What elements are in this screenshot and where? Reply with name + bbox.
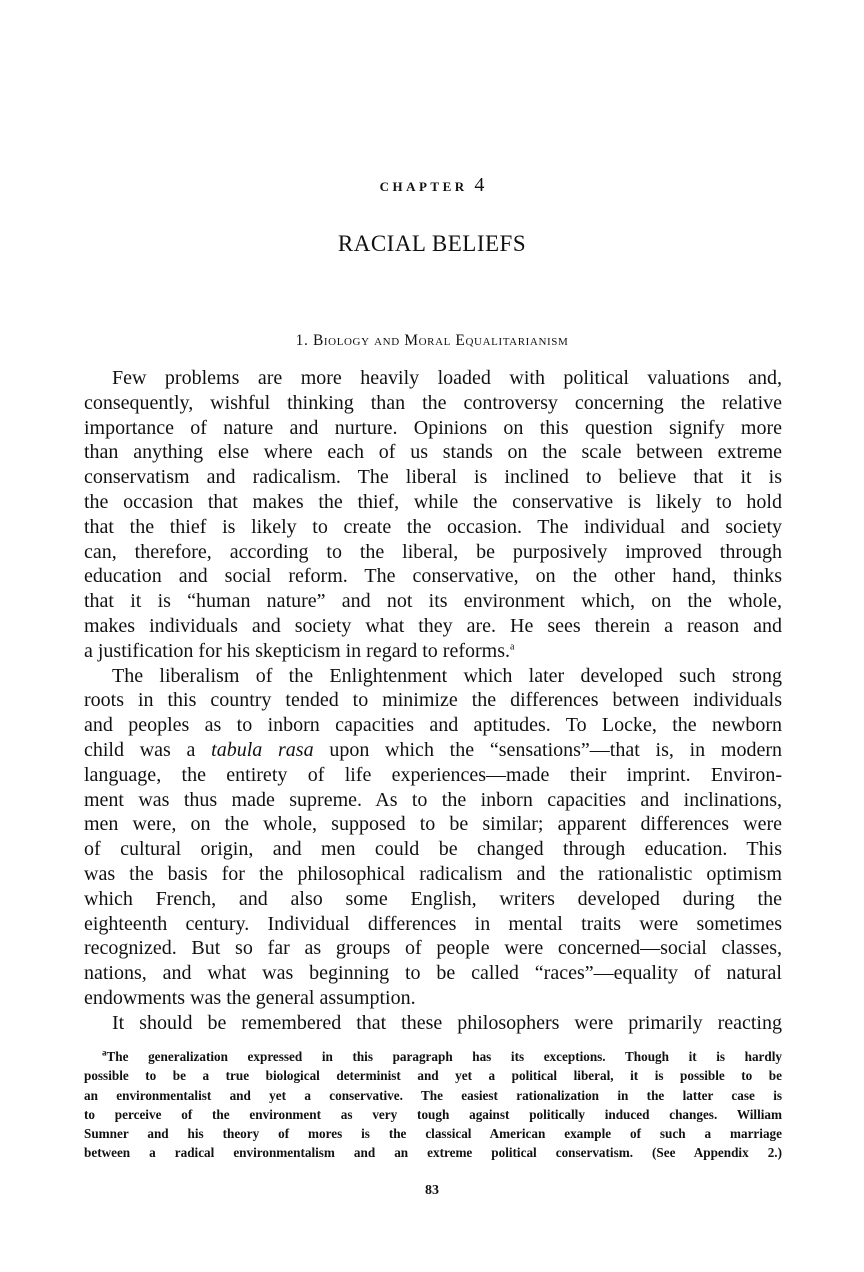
footnote-line: between a radical environmentalism and an extreme political conservatism. (See Appendix 2.) — [84, 1145, 782, 1161]
footnote-line-text: The generalization expressed in this paragraph has its exceptions. Though it is hardly — [106, 1049, 782, 1064]
body-line: the occasion that makes the thief, while the conservative is likely to hold — [84, 490, 782, 513]
body-line: and peoples as to inborn capacities and aptitudes. To Locke, the newborn — [84, 714, 782, 737]
section-heading — [0, 332, 864, 350]
body-line: eighteenth century. Individual differences in mental traits were sometimes — [84, 912, 782, 935]
body-line: than anything else where each of us stands on the scale between extreme — [84, 441, 782, 464]
chapter-title: RACIAL BELIEFS — [337, 231, 527, 256]
footnote-mark: a — [102, 1047, 107, 1058]
footnote — [84, 1047, 782, 1163]
body-line: of cultural origin, and men could be changed through education. This — [84, 838, 782, 861]
body-line: The liberalism of the Enlightenment which later developed such strong — [112, 664, 782, 687]
body-line: which French, and also some English, writers developed during the — [84, 887, 782, 910]
chapter-number: 4 — [474, 174, 485, 196]
body-line: recognized. But so far as groups of people were concerned—social classes, — [84, 937, 782, 960]
body-line — [84, 639, 782, 664]
footnote-reference[interactable]: a — [510, 641, 515, 653]
body-line: It should be remembered that these philosophers were primarily reacting — [112, 1011, 782, 1034]
footnote-line: Sumner and his theory of mores is the classical American example of such a marriage — [84, 1126, 782, 1142]
italic-term: tabula rasa — [211, 738, 314, 761]
body-line: that it is “human nature” and not its environment which, on the whole, — [84, 590, 782, 613]
footnote-line: to perceive of the environment as very tough against politically induced changes. William — [84, 1106, 782, 1122]
footnote-line — [84, 1047, 782, 1066]
body-line: that the thief is likely to create the occasion. The individual and society — [84, 515, 782, 538]
body-line: was the basis for the philosophical radicalism and the rationalistic optimism — [84, 862, 782, 885]
body-line: nations, and what was beginning to be called “races”—equality of natural — [84, 962, 782, 985]
body-line: importance of nature and nurture. Opinions on this question signify more — [84, 416, 782, 439]
chapter-label — [0, 174, 864, 197]
footnote-line: possible to be a true biological determinist and yet a political liberal, it is possible to be — [84, 1068, 782, 1084]
body-line — [84, 738, 782, 763]
body-line-text: child was a — [84, 738, 196, 761]
body-text — [84, 366, 782, 1036]
body-line: education and social reform. The conservative, on the other hand, thinks — [84, 565, 782, 588]
body-line: language, the entirety of life experiences—made their imprint. Environ- — [84, 763, 782, 786]
body-line: endowments was the general assumption. — [84, 986, 416, 1009]
body-line: consequently, wishful thinking than the controversy concerning the relative — [84, 391, 782, 414]
section-number: 1. — [295, 332, 309, 349]
section-title: Biology and Moral Equalitarianism — [312, 332, 569, 349]
page-number: 83 — [425, 1183, 439, 1198]
body-line: roots in this country tended to minimize the differences between individuals — [84, 689, 782, 712]
chapter-word: CHAPTER — [379, 179, 468, 194]
body-line: makes individuals and society what they are. He sees therein a reason and — [84, 614, 782, 637]
body-line: Few problems are more heavily loaded with political valuations and, — [112, 367, 782, 389]
footnote-line: an environmentalist and yet a conservative. The easiest rationalization in the latter case is — [84, 1087, 782, 1103]
body-line-text: a justification for his skepticism in regard to reforms. — [84, 639, 511, 662]
body-line: can, therefore, according to the liberal, be purposively improved through — [84, 540, 782, 563]
body-line: men were, on the whole, supposed to be similar; apparent differences were — [84, 813, 782, 836]
body-line-text: upon which the “sensations”—that is, in modern — [329, 738, 782, 761]
body-line: ment was thus made supreme. As to the inborn capacities and inclinations, — [84, 788, 782, 811]
body-line: conservatism and radicalism. The liberal is inclined to believe that it is — [84, 466, 782, 489]
